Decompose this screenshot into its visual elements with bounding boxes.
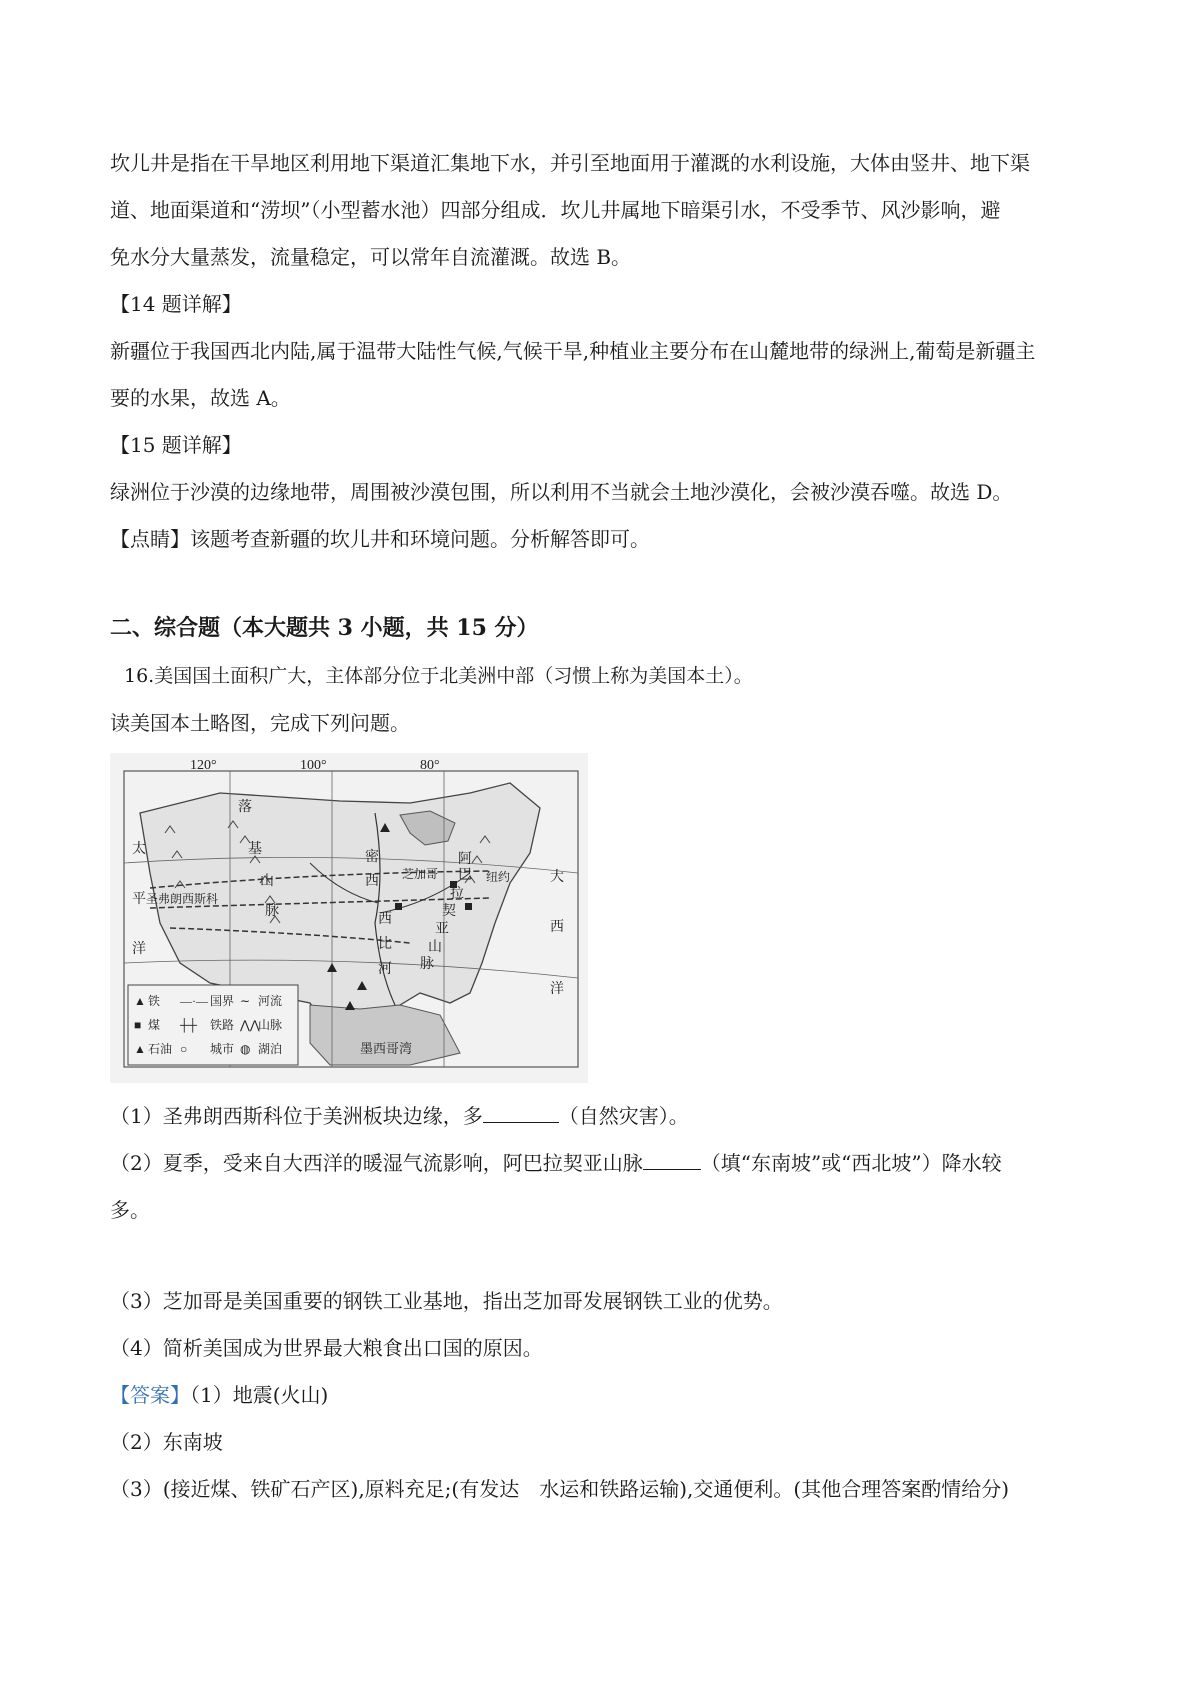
- q16-intro: 16.美国国土面积广大，主体部分位于北美洲中部（习惯上称为美国本土）。: [124, 665, 753, 687]
- map-legend: [128, 985, 298, 1065]
- answer-blank-2[interactable]: [643, 1151, 701, 1170]
- city-new-york: 纽约: [486, 870, 511, 884]
- q14-line-1: 新疆位于我国西北内陆,属于温带大陆性气候,气候干旱,种植业主要分布在山麓地带的绿洲上,葡萄是新疆主: [110, 339, 1036, 363]
- legend-sym-4: ■: [134, 1018, 142, 1032]
- intro-line-1: 坎儿井是指在干旱地区利用地下渠道汇集地下水，并引至地面用于灌溉的水利设施，大体由竖井、地下渠: [110, 151, 1030, 175]
- appalachian-7: 脉: [420, 957, 434, 972]
- question-1: [110, 1093, 1100, 1140]
- legend-sym-6: ⋀⋀: [240, 1018, 260, 1032]
- rocky-2: 基: [248, 842, 262, 857]
- appalachian-6: 山: [428, 940, 442, 955]
- atlantic-3: 洋: [550, 982, 564, 997]
- rocky-4: 脉: [265, 904, 279, 919]
- legend-sym-2: —·—: [180, 994, 208, 1008]
- lon-label-120: 120°: [190, 758, 217, 773]
- legend-label-5: 铁路: [210, 1018, 235, 1032]
- rocky-3: 山: [260, 874, 274, 889]
- legend-sym-1: ▲: [134, 994, 146, 1008]
- legend-sym-3: ∼: [240, 994, 251, 1008]
- mississippi-1: 密: [365, 850, 379, 865]
- gulf-label: 墨西哥湾: [360, 1041, 413, 1056]
- document-page: [110, 140, 1100, 1513]
- q15-line-1: 绿洲位于沙漠的边缘地带，周围被沙漠包围，所以利用不当就会土地沙漠化，会被沙漠吞噬。故选 D。: [110, 480, 1013, 504]
- q15-heading: 【15 题详解】: [110, 433, 242, 457]
- q14-line-2: 要的水果，故选 A。: [110, 386, 291, 410]
- answer-2: （2）东南坡: [110, 1430, 223, 1454]
- legend-label-1: 铁: [148, 994, 161, 1008]
- appalachian-1: 阿: [458, 852, 472, 867]
- comment: 【点睛】该题考查新疆的坎儿井和环境问题。分析解答即可。: [110, 527, 650, 551]
- appalachian-2: 巴: [458, 868, 472, 883]
- legend-sym-9: ◍: [240, 1042, 251, 1056]
- question-1-pre: （1）圣弗朗西斯科位于美洲板块边缘，多: [110, 1104, 483, 1128]
- question-1-post: （自然灾害）。: [558, 1104, 689, 1128]
- legend-sym-7: ▲: [134, 1042, 146, 1056]
- pacific-2: 平: [132, 892, 146, 907]
- answer-3: （3）(接近煤、铁矿石产区),原料充足;(有发达 水运和铁路运输),交通便利。(其他合理答案酌情给分): [110, 1477, 1009, 1501]
- mississippi-3: 西: [378, 912, 392, 927]
- appalachian-3: 拉: [450, 887, 464, 902]
- question-3: （3）芝加哥是美国重要的钢铁工业基地，指出芝加哥发展钢铁工业的优势。: [110, 1289, 783, 1313]
- pacific-3: 洋: [132, 942, 146, 957]
- city-chicago: 芝加哥: [402, 867, 439, 881]
- mississippi-5: 河: [378, 962, 392, 977]
- question-2-pre: （2）夏季，受来自大西洋的暖湿气流影响，阿巴拉契亚山脉: [110, 1151, 643, 1175]
- spacer: [110, 1234, 1100, 1278]
- legend-label-3: 河流: [258, 994, 283, 1008]
- question-2-cont: 多。: [110, 1198, 150, 1222]
- answer-blank-1[interactable]: [483, 1104, 559, 1123]
- mississippi-4: 比: [378, 937, 392, 952]
- intro-line-3: 免水分大量蒸发，流量稳定，可以常年自流灌溉。故选 B。: [110, 245, 632, 269]
- mississippi-2: 西: [365, 874, 379, 889]
- legend-label-7: 石油: [148, 1042, 173, 1056]
- legend-label-4: 煤: [148, 1018, 161, 1032]
- question-2-post: （填“东南坡”或“西北坡”）降水较: [700, 1151, 1002, 1175]
- lon-label-80: 80°: [420, 758, 440, 773]
- section-title: 二、综合题（本大题共 3 小题，共 15 分）: [110, 615, 539, 641]
- answer-1: [110, 1372, 1100, 1419]
- appalachian-4: 契: [442, 904, 456, 919]
- answer-1-text: （1）地震(火山): [190, 1383, 329, 1407]
- legend-label-2: 国界: [210, 994, 235, 1008]
- legend-sym-8: ○: [180, 1042, 188, 1056]
- pacific-1: 太: [132, 842, 146, 857]
- intro-line-2: 道、地面渠道和“涝坝”（小型蓄水池）四部分组成．坎儿井属地下暗渠引水，不受季节、风沙影响，避: [110, 198, 1001, 222]
- usa-map: [110, 753, 588, 1083]
- atlantic-2: 西: [550, 920, 564, 935]
- legend-sym-5: ┼┼: [180, 1018, 198, 1032]
- q16-read: 读美国本土略图，完成下列问题。: [110, 711, 410, 735]
- usa-map-svg: [110, 753, 588, 1083]
- lon-label-100: 100°: [300, 758, 327, 773]
- legend-label-6: 山脉: [258, 1018, 283, 1032]
- city-san-francisco: 圣弗朗西斯科: [146, 892, 219, 906]
- appalachian-5: 亚: [435, 922, 449, 937]
- q14-heading: 【14 题详解】: [110, 292, 242, 316]
- atlantic-1: 大: [550, 870, 564, 885]
- answer-tag: 【答案】: [110, 1383, 190, 1407]
- question-4: （4）简析美国成为世界最大粮食出口国的原因。: [110, 1336, 543, 1360]
- legend-label-8: 城市: [210, 1042, 235, 1056]
- rocky-1: 落: [238, 800, 252, 815]
- question-2: [110, 1140, 1100, 1187]
- legend-label-9: 湖泊: [258, 1042, 283, 1056]
